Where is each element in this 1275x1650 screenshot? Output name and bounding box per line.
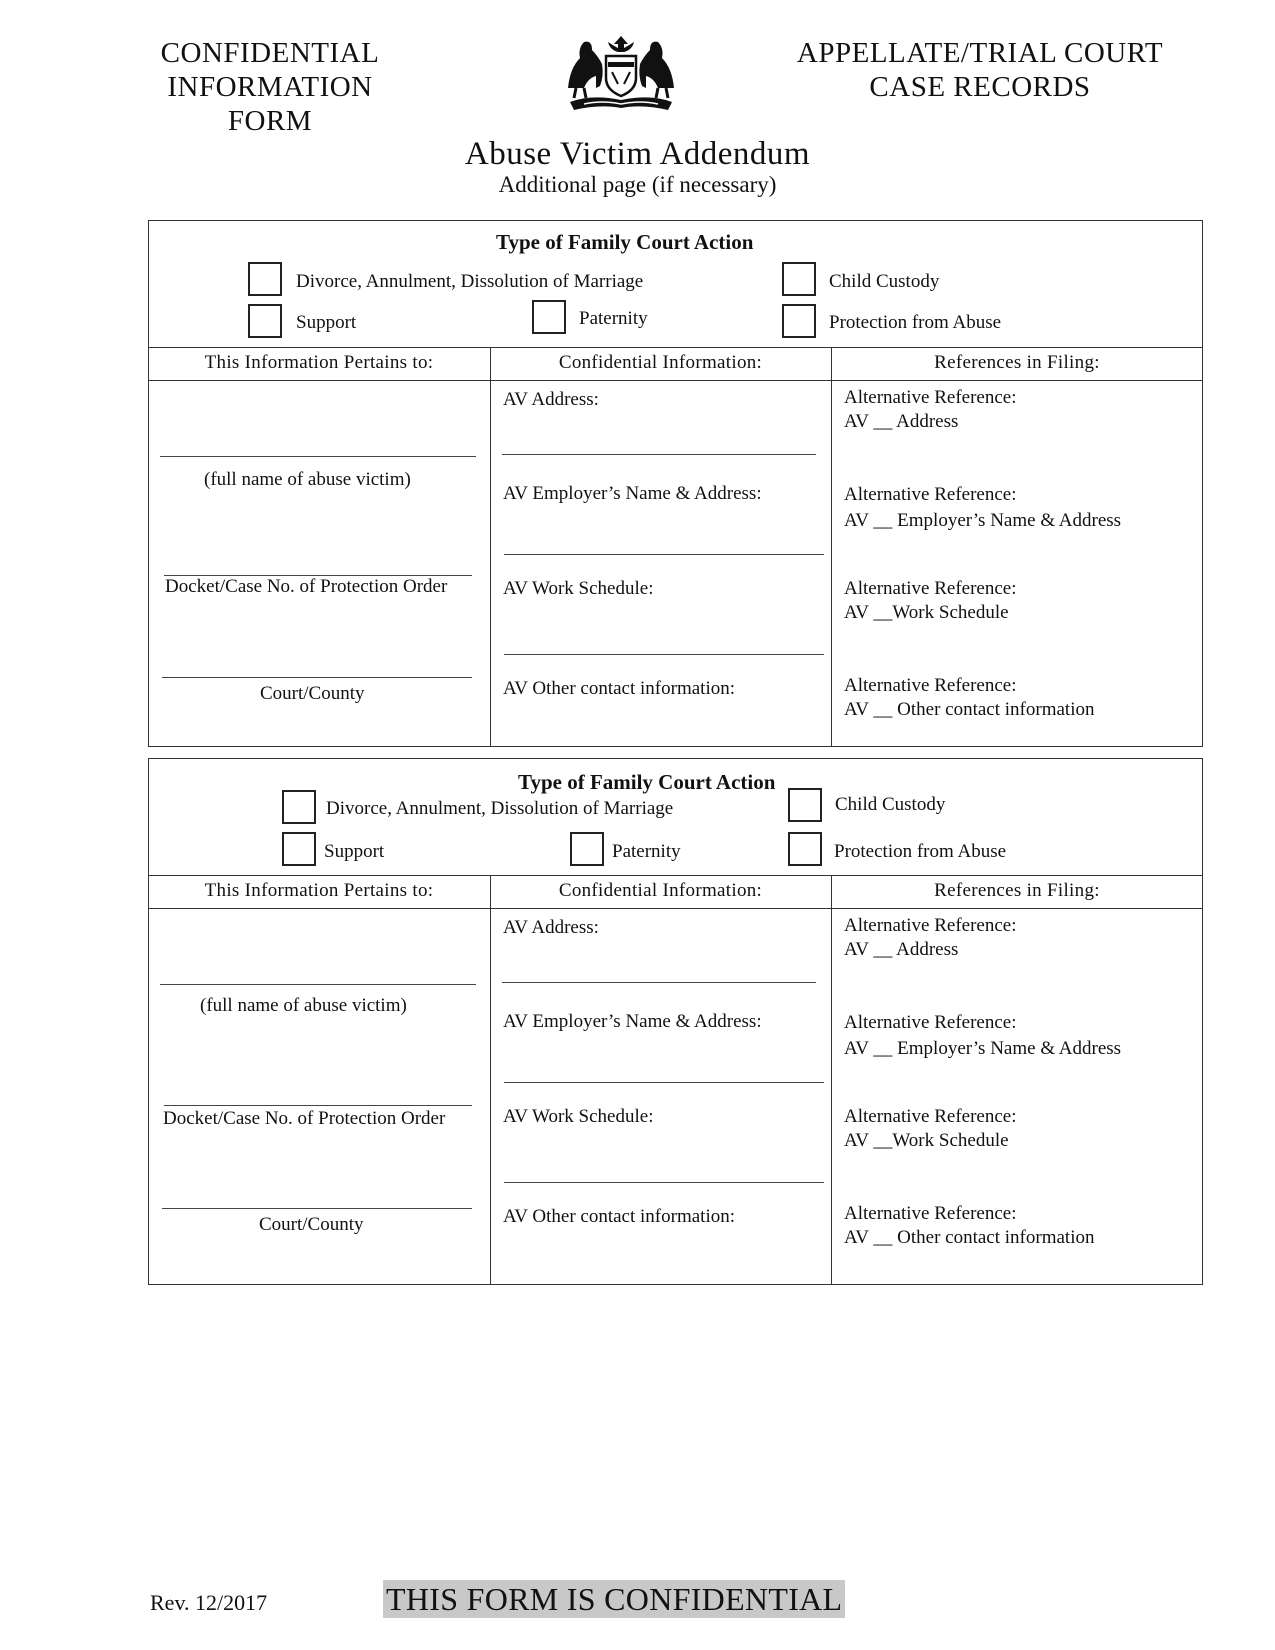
av-work-schedule-line[interactable] — [504, 654, 824, 655]
victim-info-section — [148, 220, 1203, 750]
heading-line: FORM — [227, 105, 313, 137]
court-county-line[interactable] — [162, 677, 472, 678]
victim-name-caption: (full name of abuse victim) — [200, 995, 407, 1016]
protection-from-abuse-label: Protection from Abuse — [829, 312, 1002, 333]
column-header-pertains: This Information Pertains to: — [204, 880, 434, 901]
divorce-label: Divorce, Annulment, Dissolution of Marriage — [326, 798, 674, 819]
paternity-checkbox[interactable] — [570, 832, 604, 866]
av-other-contact-label: AV Other contact information: — [503, 1206, 735, 1227]
child-custody-checkbox[interactable] — [788, 788, 822, 822]
support-label: Support — [324, 841, 385, 862]
av-work-schedule-line[interactable] — [504, 1182, 824, 1183]
divorce-checkbox[interactable] — [282, 790, 316, 824]
av-address-label: AV Address: — [503, 917, 599, 938]
av-address-line[interactable] — [502, 982, 816, 983]
form-type-heading — [140, 36, 400, 138]
av-employer-line[interactable] — [504, 554, 824, 555]
column-divider — [831, 347, 832, 747]
protection-from-abuse-checkbox[interactable] — [782, 304, 816, 338]
alt-reference-address: AV __ Address — [844, 939, 959, 960]
divider — [148, 908, 1203, 909]
docket-number-line[interactable] — [164, 1105, 472, 1106]
alt-reference-address: AV __ Address — [844, 411, 959, 432]
alt-reference-label: Alternative Reference: — [844, 578, 1017, 599]
paternity-checkbox[interactable] — [532, 300, 566, 334]
av-work-schedule-label: AV Work Schedule: — [503, 1106, 654, 1127]
alt-reference-label: Alternative Reference: — [844, 1012, 1017, 1033]
child-custody-checkbox[interactable] — [782, 262, 816, 296]
page-title: Abuse Victim Addendum — [464, 136, 811, 172]
case-records-heading — [780, 36, 1180, 104]
court-county-line[interactable] — [162, 1208, 472, 1209]
divorce-checkbox[interactable] — [248, 262, 282, 296]
alt-reference-label: Alternative Reference: — [844, 484, 1017, 505]
column-divider — [490, 347, 491, 747]
alt-reference-label: Alternative Reference: — [844, 1203, 1017, 1224]
column-header-confidential: Confidential Information: — [558, 352, 763, 373]
av-other-contact-label: AV Other contact information: — [503, 678, 735, 699]
paternity-label: Paternity — [612, 841, 681, 862]
divider — [148, 347, 1203, 348]
column-header-confidential: Confidential Information: — [558, 880, 763, 901]
page-subtitle: Additional page (if necessary) — [498, 172, 777, 197]
child-custody-label: Child Custody — [835, 794, 946, 815]
docket-number-caption: Docket/Case No. of Protection Order — [163, 1108, 446, 1129]
support-checkbox[interactable] — [248, 304, 282, 338]
column-header-pertains: This Information Pertains to: — [204, 352, 434, 373]
revision-date: Rev. 12/2017 — [150, 1590, 268, 1615]
alt-reference-label: Alternative Reference: — [844, 675, 1017, 696]
alt-reference-label: Alternative Reference: — [844, 915, 1017, 936]
protection-from-abuse-label: Protection from Abuse — [834, 841, 1007, 862]
protection-from-abuse-checkbox[interactable] — [788, 832, 822, 866]
alt-reference-other: AV __ Other contact information — [844, 699, 1095, 720]
heading-line: CASE RECORDS — [869, 71, 1091, 103]
court-county-caption: Court/County — [259, 1214, 364, 1235]
av-work-schedule-label: AV Work Schedule: — [503, 578, 654, 599]
av-address-line[interactable] — [502, 454, 816, 455]
heading-line: INFORMATION — [167, 71, 373, 103]
alt-reference-employer: AV __ Employer’s Name & Address — [844, 1038, 1122, 1059]
divider — [148, 380, 1203, 381]
av-employer-label: AV Employer’s Name & Address: — [503, 1011, 762, 1032]
support-label: Support — [296, 312, 357, 333]
victim-name-caption: (full name of abuse victim) — [204, 469, 411, 490]
divider — [148, 875, 1203, 876]
column-divider — [831, 875, 832, 1285]
column-header-references: References in Filing: — [934, 352, 1100, 373]
heading-line: CONFIDENTIAL — [160, 37, 380, 69]
alt-reference-label: Alternative Reference: — [844, 387, 1017, 408]
victim-name-line[interactable] — [160, 984, 476, 985]
support-checkbox[interactable] — [282, 832, 316, 866]
victim-info-section — [148, 758, 1203, 1288]
alt-reference-schedule: AV __Work Schedule — [844, 1130, 1009, 1151]
confidential-notice: THIS FORM IS CONFIDENTIAL — [383, 1580, 845, 1618]
heading-line: APPELLATE/TRIAL COURT — [796, 37, 1164, 69]
coat-of-arms-icon — [562, 32, 680, 114]
av-employer-label: AV Employer’s Name & Address: — [503, 483, 762, 504]
alt-reference-other: AV __ Other contact information — [844, 1227, 1095, 1248]
alt-reference-label: Alternative Reference: — [844, 1106, 1017, 1127]
alt-reference-employer: AV __ Employer’s Name & Address — [844, 510, 1122, 531]
docket-number-caption: Docket/Case No. of Protection Order — [165, 576, 448, 597]
av-employer-line[interactable] — [504, 1082, 824, 1083]
court-county-caption: Court/County — [260, 683, 365, 704]
alt-reference-schedule: AV __Work Schedule — [844, 602, 1009, 623]
column-header-references: References in Filing: — [934, 880, 1100, 901]
action-type-title: Type of Family Court Action — [518, 770, 776, 794]
column-divider — [490, 875, 491, 1285]
child-custody-label: Child Custody — [829, 271, 940, 292]
victim-name-line[interactable] — [160, 456, 476, 457]
av-address-label: AV Address: — [503, 389, 599, 410]
action-type-title: Type of Family Court Action — [496, 230, 754, 254]
divorce-label: Divorce, Annulment, Dissolution of Marriage — [296, 271, 644, 292]
paternity-label: Paternity — [579, 308, 648, 329]
